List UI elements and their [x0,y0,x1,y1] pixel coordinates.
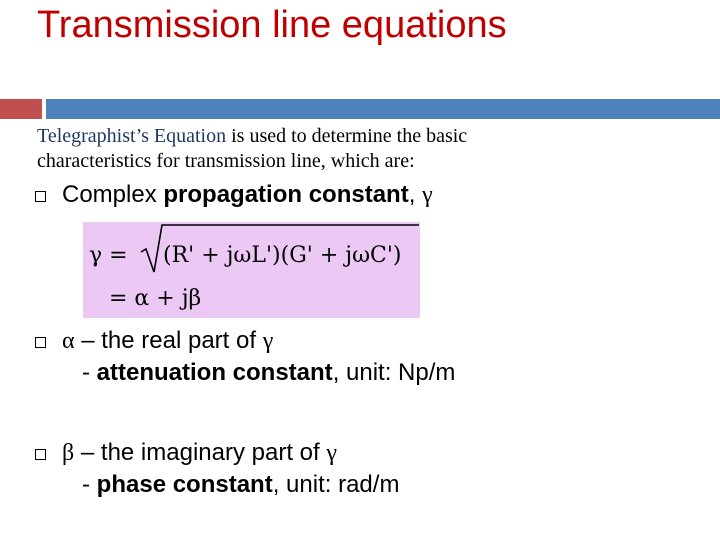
item-prefix: Complex [62,181,164,208]
bullet-square-icon [35,449,46,460]
intro-text-line2: characteristics for transmission line, which are: [37,150,415,172]
beta-symbol: β [62,440,75,466]
equation-box [83,222,420,318]
subline-suffix: , unit: rad/m [272,471,400,498]
alpha-symbol: α [62,328,75,354]
intro-paragraph [37,124,677,174]
bullet-item-beta [62,437,399,501]
intro-text-line1: is used to determine the basic [226,125,468,147]
gamma-symbol: γ [262,328,274,354]
subline-prefix: - [82,471,97,498]
subline-bold-term: attenuation constant [96,359,333,386]
item-subline [62,469,399,501]
bullet-item-alpha [62,325,455,389]
item-text: – the real part of [74,327,263,354]
equation-radicand: (R' + jωL')(G' + jωC') [163,243,402,268]
subline-bold-term: phase constant [96,471,273,498]
bullet-square-icon [35,191,46,202]
gamma-symbol: γ [326,440,337,466]
slide-title: Transmission line equations [37,4,507,46]
intro-accent-text: Telegraphist’s Equation [37,125,227,147]
item-bold-term: propagation constant [163,181,409,208]
title-rule [46,99,720,119]
equation-graphic [83,222,420,318]
item-subline [62,357,455,389]
subline-suffix: , unit: Np/m [332,359,456,386]
bullet-square-icon [35,337,46,348]
bullet-item-propagation-constant [62,179,433,211]
equation-lhs: γ = [89,243,128,268]
item-suffix: , [408,181,423,208]
subline-prefix: - [82,359,97,386]
title-rule-accent [0,99,42,119]
gamma-symbol: γ [422,182,433,208]
item-text: – the imaginary part of [74,439,327,466]
equation-line2: = α + jβ [109,286,202,311]
